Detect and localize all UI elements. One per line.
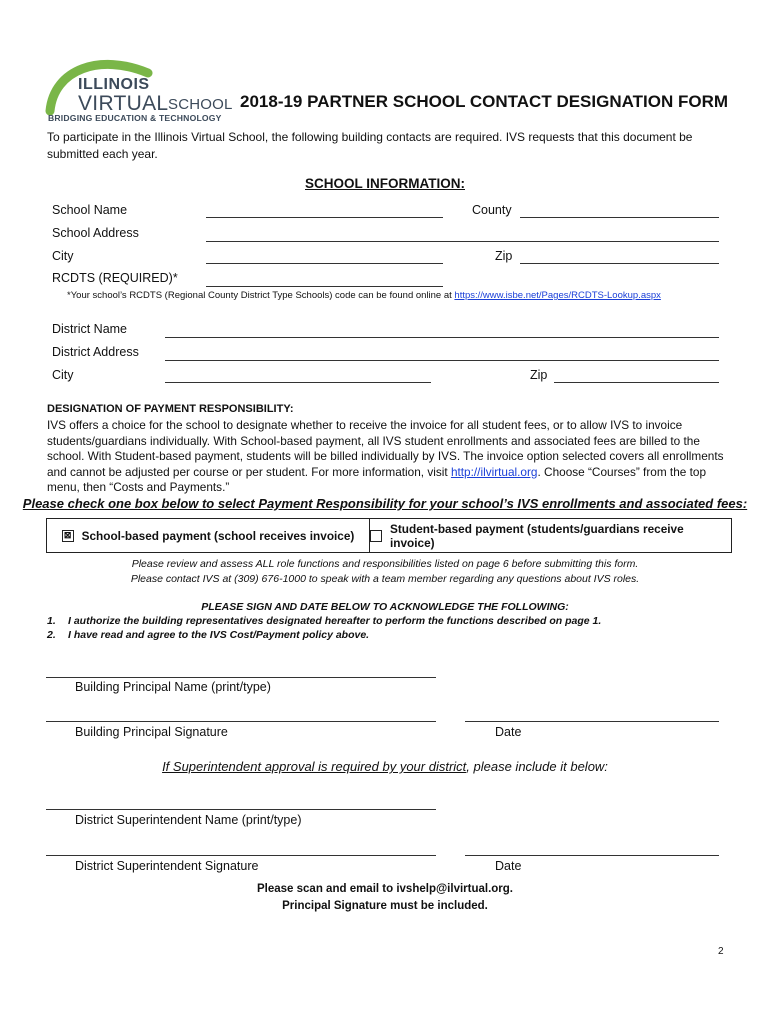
superintendent-signature-label: District Superintendent Signature	[75, 859, 259, 873]
school-address-field[interactable]	[206, 241, 719, 242]
logo-school: SCHOOL	[168, 96, 233, 113]
principal-signature-field[interactable]	[46, 721, 436, 722]
ilvirtual-link[interactable]: http://ilvirtual.org	[450, 464, 538, 479]
superintendent-date-field[interactable]	[465, 855, 719, 856]
district-city-field[interactable]	[165, 382, 431, 383]
principal-signature-label: Building Principal Signature	[75, 725, 228, 739]
acknowledge-item: 2. I have read and agree to the IVS Cost/Payment policy above.	[47, 629, 370, 641]
district-name-label: District Name	[52, 322, 128, 336]
principal-name-label: Building Principal Name (print/type)	[75, 680, 271, 694]
student-based-option[interactable]	[370, 519, 731, 552]
district-address-field[interactable]	[165, 360, 719, 361]
footer-line1: Please scan and email to ivshelp@ilvirtual.org.	[257, 883, 513, 895]
superintendent-name-field[interactable]	[46, 809, 436, 810]
principal-date-field[interactable]	[465, 721, 719, 722]
school-name-field[interactable]	[206, 217, 443, 218]
logo-tagline: BRIDGING EDUCATION & TECHNOLOGY	[48, 113, 222, 123]
district-zip-label: Zip	[530, 368, 548, 382]
form-title: 2018-19 PARTNER SCHOOL CONTACT DESIGNATION FORM	[240, 92, 729, 111]
page-number: 2	[718, 946, 724, 957]
school-based-option[interactable]	[47, 519, 370, 552]
review-note: Please review and assess ALL role functions and responsibilities listed on page 6 before submitting this form.	[131, 558, 639, 570]
district-name-field[interactable]	[165, 337, 719, 338]
footer-instructions	[0, 881, 770, 915]
zip-field[interactable]	[520, 263, 719, 264]
student-based-label: Student-based payment (students/guardians receive invoice)	[389, 521, 684, 550]
school-based-checkbox[interactable]: ⊠	[62, 530, 74, 542]
school-based-label: School-based payment (school receives invoice)	[81, 528, 355, 543]
district-address-label: District Address	[52, 345, 139, 359]
ivs-logo	[40, 55, 235, 123]
student-based-checkbox[interactable]	[370, 530, 382, 542]
school-name-label: School Name	[52, 203, 128, 217]
acknowledge-heading: PLEASE SIGN AND DATE BELOW TO ACKNOWLEDGE THE FOLLOWING:	[201, 601, 569, 613]
contact-note: Please contact IVS at (309) 676-1000 to speak with a team member regarding any questions about IVS roles.	[130, 573, 640, 585]
district-city-label: City	[52, 368, 74, 382]
rcdts-label: RCDTS (REQUIRED)*	[52, 271, 178, 285]
acknowledge-item: 1. I authorize the building representatives designated hereafter to perform the functions described on page 1.	[47, 615, 602, 627]
principal-date-label: Date	[495, 725, 522, 739]
county-field[interactable]	[520, 217, 719, 218]
intro-text: To participate in the Illinois Virtual School, the following building contacts are required. IVS requests that this document be submitted each year.	[47, 130, 693, 161]
payment-check-heading: Please check one box below to select Payment Responsibility for your school’s IVS enrollments and associated fees:	[22, 496, 748, 511]
superintendent-note: If Superintendent approval is required by your district, please include it below:	[162, 759, 608, 774]
payment-heading: DESIGNATION OF PAYMENT RESPONSIBILITY:	[47, 403, 294, 415]
school-address-label: School Address	[52, 226, 139, 240]
zip-label: Zip	[495, 249, 513, 263]
superintendent-name-label: District Superintendent Name (print/type)	[75, 813, 302, 827]
superintendent-signature-field[interactable]	[46, 855, 436, 856]
city-field[interactable]	[206, 263, 443, 264]
rcdts-link[interactable]: https://www.isbe.net/Pages/RCDTS-Lookup.aspx	[454, 290, 661, 301]
city-label: City	[52, 249, 74, 263]
district-zip-field[interactable]	[554, 382, 719, 383]
principal-name-field[interactable]	[46, 677, 436, 678]
logo-illinois: ILLINOIS	[78, 76, 150, 93]
logo-virtual: VIRTUAL	[78, 92, 169, 115]
payment-paragraph: IVS offers a choice for the school to designate whether to receive the invoice for all student fees, or to allow IVS to invoice students/guardians individually. With School-based payment, all IVS student enrollments and associated fees are billed to the school. With Student-based payment, students will be billed individually by IVS. The invoice option selected covers all enrollments and cannot be adjusted per course or per student. For more information, visit http://ilvirtual.org. Choose “Courses” from the top menu, then “Costs and Payments.”	[47, 418, 724, 494]
rcdts-note: *Your school’s RCDTS (Regional County District Type Schools) code can be found online at https://www.isbe.net/Pages/RCDTS-Lookup.aspx	[67, 290, 661, 301]
superintendent-date-label: Date	[495, 859, 522, 873]
rcdts-field[interactable]	[206, 286, 443, 287]
county-label: County	[472, 203, 512, 217]
footer-line2: Principal Signature must be included.	[282, 900, 488, 912]
school-info-heading: SCHOOL INFORMATION:	[305, 176, 465, 191]
payment-options-box	[46, 518, 732, 553]
